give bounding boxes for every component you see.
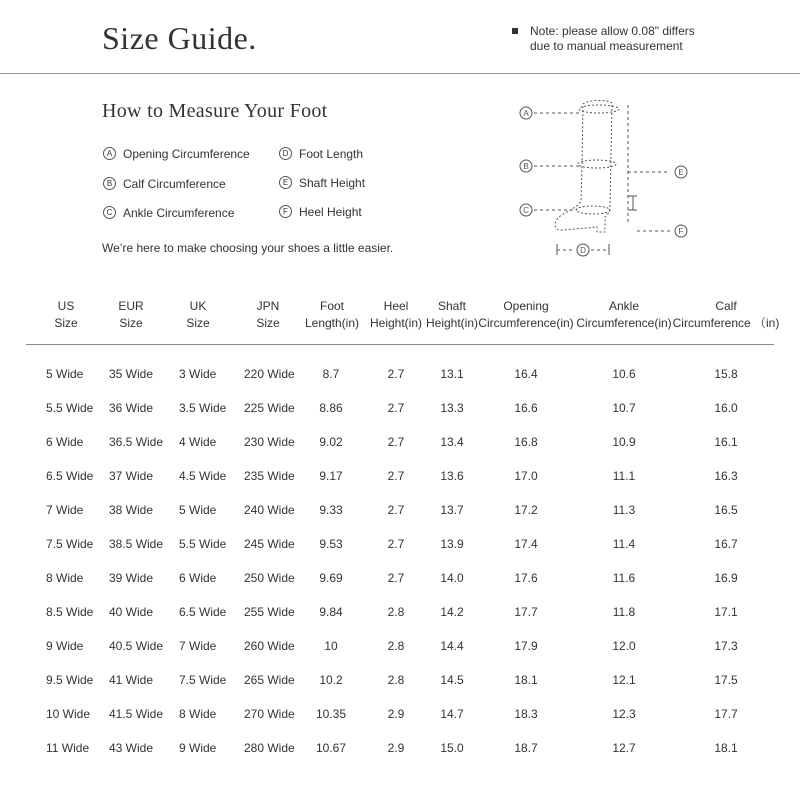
cell-uk-size: 4 Wide (179, 435, 217, 449)
tagline: We’re here to make choosing your shoes a little easier. (102, 241, 394, 255)
cell-opening-circumference: 17.4 (514, 537, 538, 551)
cell-us-size: 6.5 Wide (46, 469, 94, 483)
cell-foot-length: 8.86 (319, 401, 343, 415)
cell-shaft-height: 14.7 (440, 707, 464, 721)
cell-eur-size: 37 Wide (109, 469, 154, 483)
header-line-2: Height(in) (425, 316, 479, 330)
header-line-2: Height(in) (369, 316, 423, 330)
cell-heel-height: 2.7 (387, 537, 405, 551)
cell-us-size: 5 Wide (46, 367, 84, 381)
cell-heel-height: 2.7 (387, 571, 405, 585)
cell-eur-size: 38.5 Wide (109, 537, 164, 551)
legend-label: Calf Circumference (123, 177, 226, 191)
cell-uk-size: 9 Wide (179, 741, 217, 755)
header-opening-circumference (476, 298, 576, 332)
cell-eur-size: 38 Wide (109, 503, 154, 517)
header-line-1: JPN (256, 299, 280, 313)
diagram-label-c: C (523, 206, 529, 215)
cell-jpn-size: 245 Wide (244, 537, 295, 551)
cell-us-size: 6 Wide (46, 435, 84, 449)
cell-jpn-size: 265 Wide (244, 673, 295, 687)
cell-ankle-circumference: 12.3 (612, 707, 636, 721)
cell-shaft-height: 15.0 (440, 741, 464, 755)
cell-us-size: 9.5 Wide (46, 673, 94, 687)
table-row (0, 568, 800, 588)
legend-label: Opening Circumference (123, 147, 250, 161)
cell-shaft-height: 13.9 (440, 537, 464, 551)
cell-uk-size: 7.5 Wide (179, 673, 227, 687)
cell-shaft-height: 13.6 (440, 469, 464, 483)
cell-us-size: 5.5 Wide (46, 401, 94, 415)
header-line-2: Size (186, 316, 210, 330)
cell-jpn-size: 280 Wide (244, 741, 295, 755)
cell-uk-size: 6 Wide (179, 571, 217, 585)
cell-ankle-circumference: 11.4 (612, 537, 636, 551)
table-row (0, 704, 800, 724)
cell-foot-length: 10.2 (319, 673, 343, 687)
cell-ankle-circumference: 12.0 (612, 639, 636, 653)
table-row (0, 670, 800, 690)
cell-eur-size: 36 Wide (109, 401, 154, 415)
cell-uk-size: 3.5 Wide (179, 401, 227, 415)
cell-opening-circumference: 18.1 (514, 673, 538, 687)
cell-calf-circumference: 17.7 (714, 707, 738, 721)
cell-shaft-height: 13.4 (440, 435, 464, 449)
cell-heel-height: 2.7 (387, 401, 405, 415)
legend-item-calf (103, 176, 226, 192)
cell-foot-length: 8.7 (322, 367, 340, 381)
cell-shaft-height: 13.7 (440, 503, 464, 517)
legend-label: Shaft Height (299, 176, 366, 190)
header-line-1: Shaft (437, 299, 467, 313)
header-calf-circumference (672, 298, 780, 332)
cell-jpn-size: 270 Wide (244, 707, 295, 721)
cell-uk-size: 5 Wide (179, 503, 217, 517)
cell-opening-circumference: 17.7 (514, 605, 538, 619)
table-row (0, 500, 800, 520)
cell-eur-size: 39 Wide (109, 571, 154, 585)
legend-letter-icon: B (103, 177, 116, 190)
header-line-2: Size (119, 316, 143, 330)
cell-us-size: 7.5 Wide (46, 537, 94, 551)
cell-ankle-circumference: 11.6 (612, 571, 636, 585)
header-jpn-size (238, 298, 298, 332)
legend-item-shaft-height (279, 175, 365, 191)
header-line-2: Size (54, 316, 78, 330)
cell-jpn-size: 220 Wide (244, 367, 295, 381)
cell-calf-circumference: 16.7 (714, 537, 738, 551)
table-row (0, 636, 800, 656)
cell-eur-size: 40.5 Wide (109, 639, 164, 653)
cell-eur-size: 43 Wide (109, 741, 154, 755)
diagram-label-d: D (580, 246, 586, 255)
cell-heel-height: 2.7 (387, 367, 405, 381)
cell-ankle-circumference: 12.1 (612, 673, 636, 687)
cell-us-size: 11 Wide (46, 741, 90, 755)
cell-ankle-circumference: 10.6 (612, 367, 636, 381)
cell-heel-height: 2.9 (387, 707, 405, 721)
cell-heel-height: 2.7 (387, 503, 405, 517)
cell-shaft-height: 14.4 (440, 639, 464, 653)
boot-outline-icon (555, 100, 612, 232)
header-eur-size (101, 298, 161, 332)
cell-ankle-circumference: 11.3 (612, 503, 636, 517)
header-line-1: Foot (319, 299, 344, 313)
cell-us-size: 8.5 Wide (46, 605, 94, 619)
cell-opening-circumference: 17.9 (514, 639, 538, 653)
cell-shaft-height: 14.5 (440, 673, 464, 687)
legend-letter-icon: E (279, 176, 292, 189)
cell-eur-size: 36.5 Wide (109, 435, 164, 449)
cell-ankle-circumference: 10.9 (612, 435, 636, 449)
cell-jpn-size: 250 Wide (244, 571, 295, 585)
cell-eur-size: 35 Wide (109, 367, 154, 381)
legend-label: Heel Height (299, 205, 362, 219)
cell-foot-length: 9.53 (319, 537, 343, 551)
cell-opening-circumference: 18.7 (514, 741, 538, 755)
cell-jpn-size: 240 Wide (244, 503, 295, 517)
cell-heel-height: 2.8 (387, 639, 405, 653)
header-us-size (36, 298, 96, 332)
cell-heel-height: 2.9 (387, 741, 405, 755)
cell-foot-length: 9.69 (319, 571, 343, 585)
cell-calf-circumference: 17.1 (714, 605, 738, 619)
cell-foot-length: 9.33 (319, 503, 343, 517)
measure-title: How to Measure Your Foot (102, 100, 328, 122)
legend-item-opening (103, 146, 250, 162)
cell-opening-circumference: 16.8 (514, 435, 538, 449)
cell-opening-circumference: 17.2 (514, 503, 538, 517)
table-row (0, 364, 800, 384)
cell-uk-size: 7 Wide (179, 639, 217, 653)
header-uk-size (168, 298, 228, 332)
cell-us-size: 7 Wide (46, 503, 84, 517)
cell-heel-height: 2.8 (387, 605, 405, 619)
cell-jpn-size: 255 Wide (244, 605, 295, 619)
legend-item-foot-length (279, 146, 363, 162)
legend-letter-icon: C (103, 206, 116, 219)
cell-us-size: 10 Wide (46, 707, 91, 721)
header-line-1: Calf (715, 299, 737, 313)
header-line-2: Circumference(in) (478, 316, 574, 330)
note-line-1: Note: please allow 0.08" differs (530, 24, 695, 38)
cell-foot-length: 10 (324, 639, 338, 653)
legend-letter-icon: F (279, 205, 292, 218)
cell-eur-size: 41.5 Wide (109, 707, 164, 721)
header-line-2: Circumference （in) (672, 316, 780, 330)
table-row (0, 534, 800, 554)
header-line-2: Circumference(in) (576, 316, 672, 330)
header-line-2: Length(in) (304, 316, 360, 330)
cell-ankle-circumference: 11.8 (612, 605, 636, 619)
bullet-square-icon (512, 28, 518, 34)
legend-label: Foot Length (299, 147, 364, 161)
header-line-1: UK (189, 299, 207, 313)
note-line-2: due to manual measurement (530, 39, 683, 53)
cell-uk-size: 5.5 Wide (179, 537, 227, 551)
cell-ankle-circumference: 10.7 (612, 401, 636, 415)
header-ankle-circumference (574, 298, 674, 332)
table-header-divider (26, 344, 774, 345)
page-title: Size Guide. (102, 20, 257, 56)
cell-opening-circumference: 18.3 (514, 707, 538, 721)
header-line-1: US (57, 299, 75, 313)
cell-calf-circumference: 16.9 (714, 571, 738, 585)
legend-label: Ankle Circumference (123, 206, 235, 220)
cell-heel-height: 2.7 (387, 435, 405, 449)
cell-jpn-size: 235 Wide (244, 469, 295, 483)
cell-foot-length: 9.02 (319, 435, 343, 449)
diagram-label-a: A (523, 109, 529, 118)
header-divider (0, 73, 800, 74)
legend-letter-icon: A (103, 147, 116, 160)
cell-calf-circumference: 17.3 (714, 639, 738, 653)
diagram-label-b: B (523, 162, 529, 171)
cell-ankle-circumference: 12.7 (612, 741, 636, 755)
cell-uk-size: 6.5 Wide (179, 605, 227, 619)
cell-heel-height: 2.7 (387, 469, 405, 483)
cell-calf-circumference: 16.1 (714, 435, 738, 449)
cell-shaft-height: 14.0 (440, 571, 464, 585)
legend-letter-icon: D (279, 147, 292, 160)
cell-shaft-height: 13.3 (440, 401, 464, 415)
cell-us-size: 8 Wide (46, 571, 84, 585)
table-row (0, 738, 800, 758)
cell-opening-circumference: 16.4 (514, 367, 538, 381)
table-row (0, 432, 800, 452)
header-line-1: EUR (118, 299, 144, 313)
cell-shaft-height: 14.2 (440, 605, 464, 619)
cell-opening-circumference: 17.0 (514, 469, 538, 483)
cell-us-size: 9 Wide (46, 639, 84, 653)
cell-eur-size: 41 Wide (109, 673, 154, 687)
cell-uk-size: 3 Wide (179, 367, 217, 381)
cell-calf-circumference: 16.5 (714, 503, 738, 517)
diagram-label-e: E (678, 168, 684, 177)
header-heel-height (366, 298, 426, 332)
cell-calf-circumference: 16.3 (714, 469, 738, 483)
header-shaft-height (422, 298, 482, 332)
cell-opening-circumference: 16.6 (514, 401, 538, 415)
header-foot-length (297, 298, 367, 332)
cell-heel-height: 2.8 (387, 673, 405, 687)
cell-calf-circumference: 15.8 (714, 367, 738, 381)
cell-calf-circumference: 16.0 (714, 401, 738, 415)
table-row (0, 466, 800, 486)
legend-item-heel-height (279, 204, 362, 220)
cell-foot-length: 10.35 (315, 707, 347, 721)
cell-opening-circumference: 17.6 (514, 571, 538, 585)
cell-jpn-size: 230 Wide (244, 435, 295, 449)
legend-item-ankle (103, 205, 234, 221)
cell-ankle-circumference: 11.1 (612, 469, 636, 483)
header-line-1: Ankle (608, 299, 640, 313)
header-line-1: Heel (383, 299, 409, 313)
cell-uk-size: 8 Wide (179, 707, 217, 721)
cell-shaft-height: 13.1 (440, 367, 464, 381)
cell-foot-length: 9.17 (319, 469, 343, 483)
boot-measurement-diagram (515, 97, 695, 262)
cell-calf-circumference: 18.1 (714, 741, 738, 755)
cell-foot-length: 9.84 (319, 605, 343, 619)
cell-foot-length: 10.67 (315, 741, 347, 755)
cell-calf-circumference: 17.5 (714, 673, 738, 687)
cell-uk-size: 4.5 Wide (179, 469, 227, 483)
diagram-label-f: F (678, 227, 684, 236)
table-row (0, 602, 800, 622)
header-line-1: Opening (503, 299, 549, 313)
cell-jpn-size: 260 Wide (244, 639, 295, 653)
cell-jpn-size: 225 Wide (244, 401, 295, 415)
header-line-2: Size (256, 316, 280, 330)
cell-eur-size: 40 Wide (109, 605, 154, 619)
table-row (0, 398, 800, 418)
